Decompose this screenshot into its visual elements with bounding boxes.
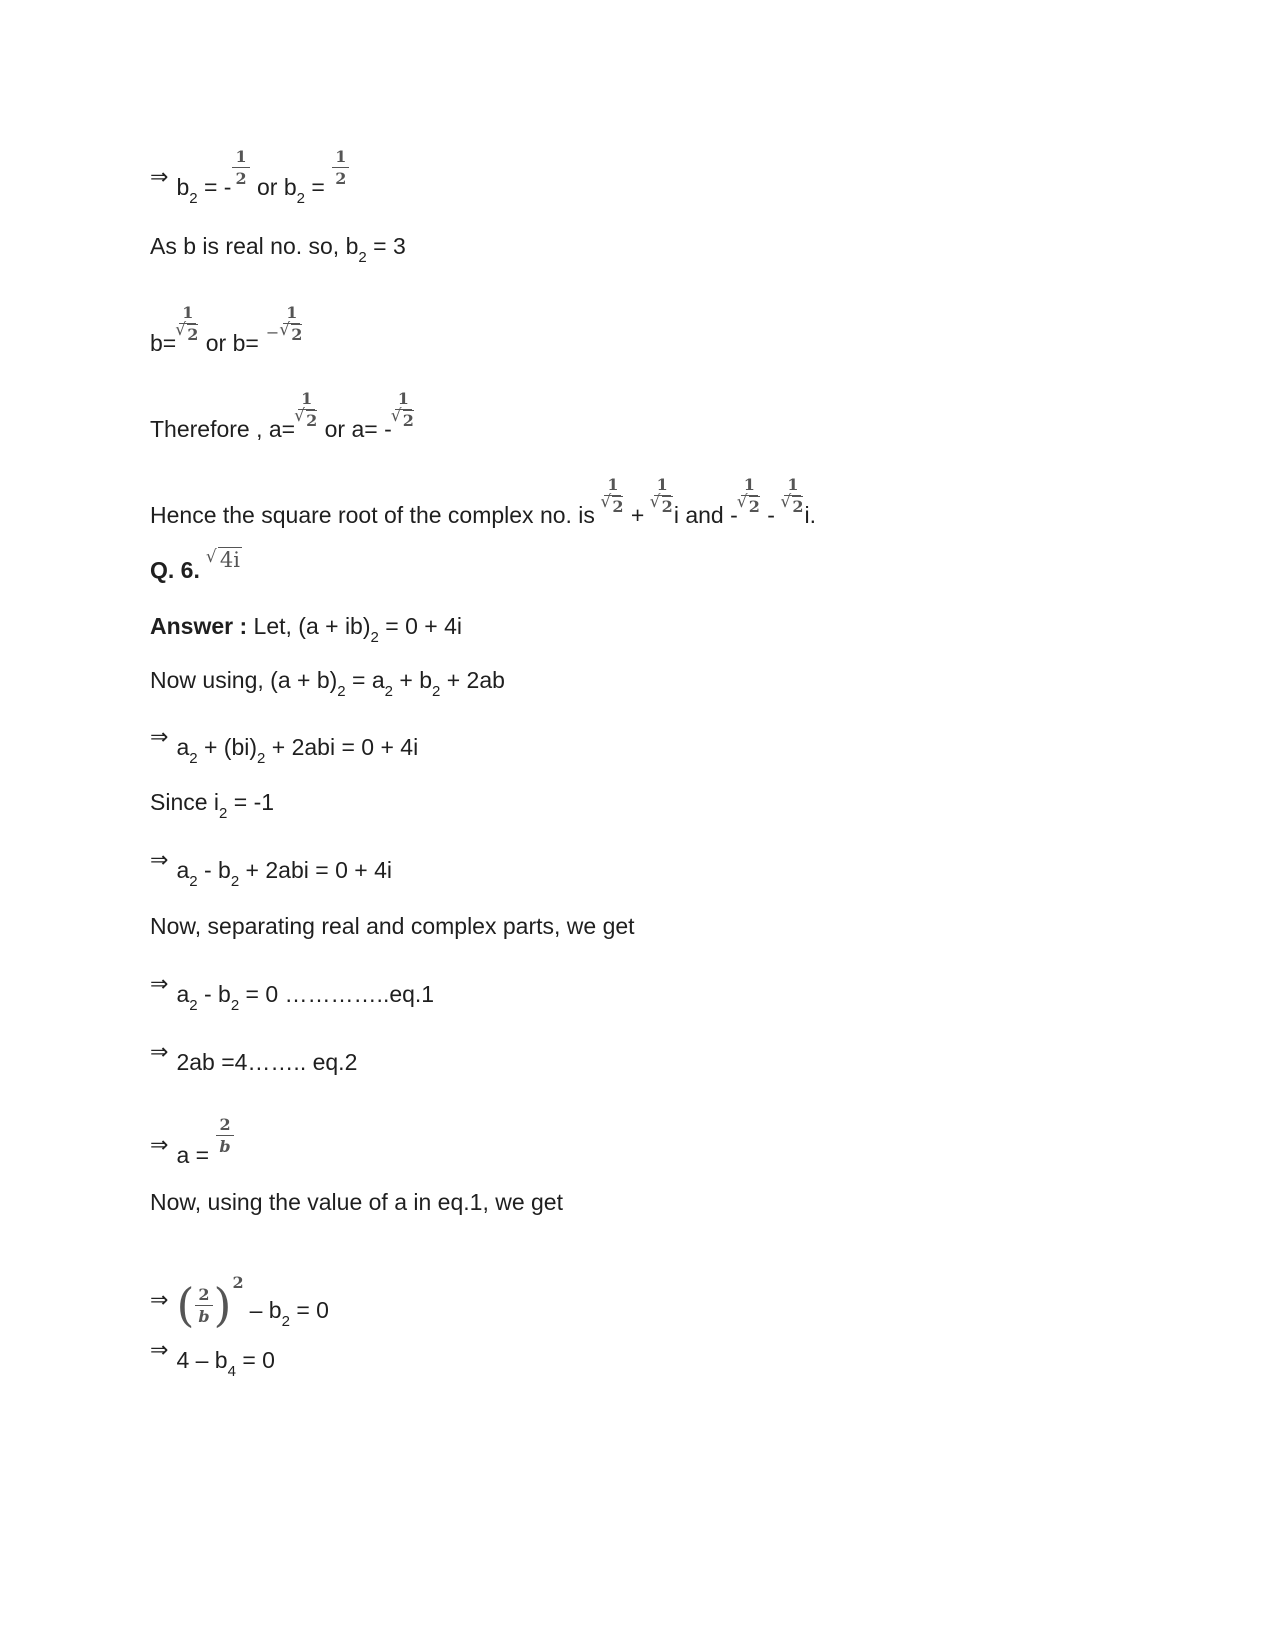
answer-label: Answer : (150, 613, 248, 639)
expansion-line: ⇒ a $^2$ + (bi) $^2$ + 2abi = 0 + 4i (150, 724, 419, 767)
fraction-one-over-root-two: 1 √ 2 (177, 304, 198, 343)
parenthesized-fraction: ( $\frac{2}{b}$ ) 2 (176, 1273, 244, 1332)
question-heading (150, 548, 242, 584)
final-equation-line: ⇒ 4 – b $^4$ = 0 (150, 1337, 275, 1380)
substitution-line: Now, using the value of a in eq.1, we get (150, 1189, 563, 1215)
fraction-one-over-root-two: 1 √ 2 (782, 476, 803, 515)
implies-arrow-icon: ⇒ (150, 1337, 169, 1362)
answer-line: Answer : Let, (a + ib) $^2$ = 0 + 4i (150, 613, 462, 646)
fraction: $\frac{1}{2}$ (332, 148, 349, 187)
implies-arrow-icon: ⇒ (150, 1287, 169, 1312)
equation-1-line: ⇒ a $^2$ - b $^2$ = 0 …………..eq.1 (150, 971, 435, 1014)
implies-arrow-icon: ⇒ (150, 847, 169, 872)
line-b-squared-options: ⇒ b $^2$ = - $\frac{1}{2}$ or b $^2$ = $\frac{1}{2}$ (150, 162, 350, 201)
fraction-one-over-root-two: 1 √ 2 (652, 476, 673, 515)
line-square-root-result: Hence the square root of the complex no. is 1 √ 2 + 1 √ 2 i and - 1 √ 2 - 1 √ 2 i. (150, 490, 816, 529)
a-equals-line: ⇒ a = $\frac{2}{b}$ (150, 1130, 235, 1169)
implies-arrow-icon: ⇒ (150, 1039, 169, 1064)
implies-arrow-icon: ⇒ (150, 164, 169, 189)
fraction-one-over-root-two: 1 √ 2 (296, 390, 317, 429)
separating-line: Now, separating real and complex parts, we get (150, 913, 635, 939)
fraction-one-over-root-two: 1 √ 2 (393, 390, 414, 429)
line-b-real: As b is real no. so, b $^2$ = 3 (150, 233, 406, 266)
fraction: $\frac{1}{2}$ (232, 148, 249, 187)
implies-arrow-icon: ⇒ (150, 724, 169, 749)
identity-line: Now using, (a + b) $^2$ = a $^2$ + b $^2$ + 2ab (150, 667, 505, 700)
fraction-one-over-root-two: 1 √ 2 (281, 304, 302, 343)
square-root-expression: √ 4i (208, 546, 242, 574)
line-b-values: b= 1 √ 2 or b= − 1 √ 2 (150, 318, 303, 357)
since-line: Since i $^2$ = -1 (150, 789, 275, 822)
implies-arrow-icon: ⇒ (150, 1132, 169, 1157)
fraction-two-over-b: $\frac{2}{b}$ (216, 1116, 233, 1155)
fraction-one-over-root-two: 1 √ 2 (602, 476, 623, 515)
substituted-equation-line: ⇒ ( $\frac{2}{b}$ ) 2 – b $^2$ = 0 (150, 1273, 329, 1332)
fraction-one-over-root-two: 1 √ 2 (739, 476, 760, 515)
implies-arrow-icon: ⇒ (150, 971, 169, 996)
equation-2-line: ⇒ 2ab =4…….. eq.2 (150, 1039, 358, 1075)
line-a-values: Therefore , a= 1 √ 2 or a= - 1 √ 2 (150, 404, 415, 443)
simplified-line: ⇒ a $^2$ - b $^2$ + 2abi = 0 + 4i (150, 847, 392, 890)
question-label: Q. 6. (150, 557, 200, 583)
